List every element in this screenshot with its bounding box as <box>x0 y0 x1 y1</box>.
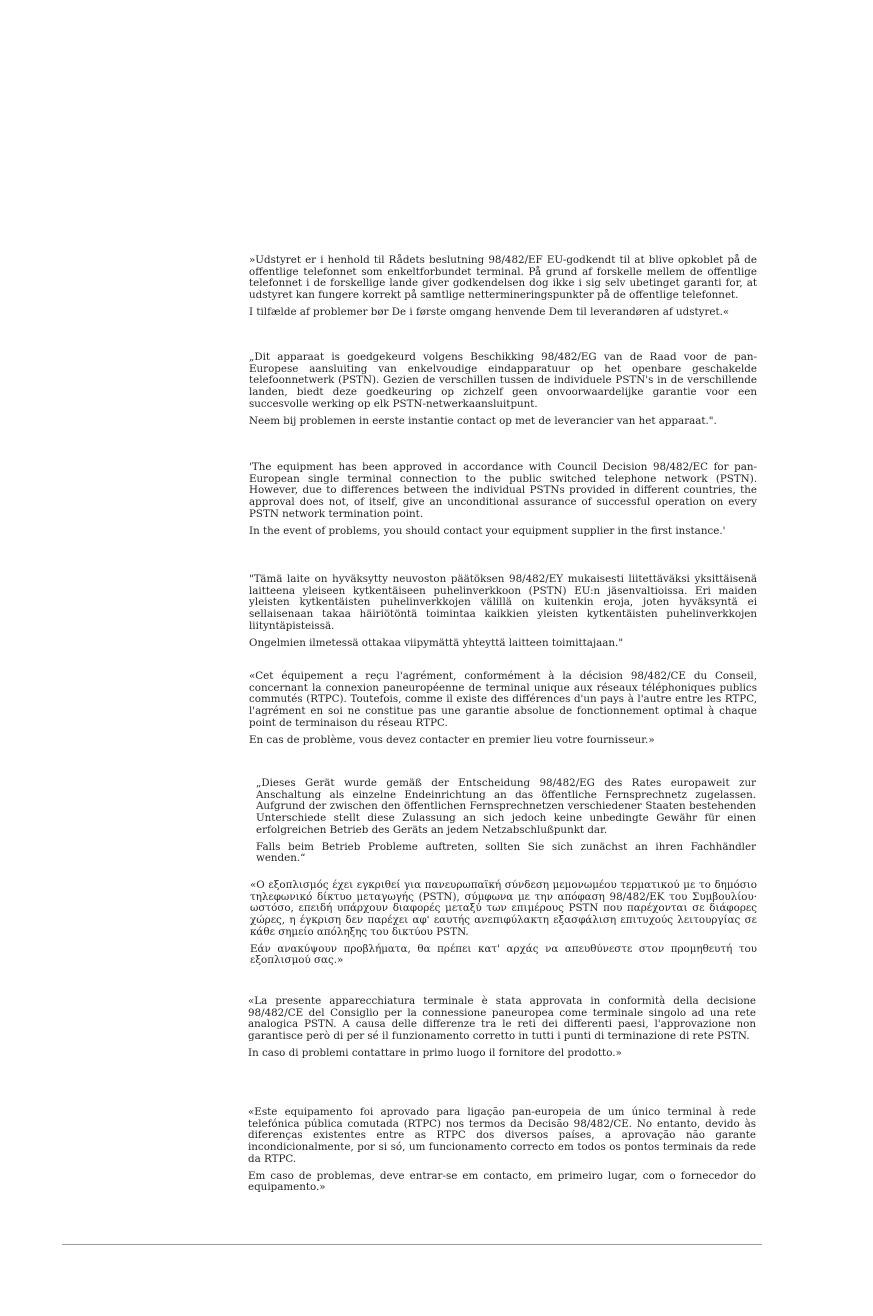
contact-text: Neem bij problemen in eerste instantie contact op met de leverancier van het apparaat.". <box>249 414 717 427</box>
contact-text: En cas de problème, vous devez contacter en premier lieu votre fournisseur.» <box>249 733 655 746</box>
approval-text: „Dit apparaat is goedgekeurd volgens Beschikking 98/482/EG van de Raad voor de pan-Europese aansluiting van enkelvoudige eindapparatuur op het openbare geschakelde telefoonnetwerk (PSTN). Gezien de verschillen tussen de individuele PSTN's in de verschillende landen, biedt deze goedkeuring op zichzelf geen onvoorwaardelijke garantie voor een succesvolle werking op elk PSTN-netwerkaansluitpunt. <box>249 351 757 410</box>
contact-text: Εάν ανακύψουν προβλήματα, θα πρέπει κατ' αρχάς να απευθύνεστε στον προμηθευτή του εξοπλισμού σας.» <box>250 942 757 967</box>
approval-text: «La presente apparecchiatura terminale è stata approvata in conformità della decisione 98/482/CE del Consiglio per la connessione paneuropea come terminale singolo ad una rete analogica PSTN. A causa delle differenze tra le reti dei differenti paesi, l'approvazione non garantisce però di per sé il funzionamento corretto in tutti i punti di terminazione di rete PSTN. <box>248 995 756 1043</box>
contact-text: In the event of problems, you should contact your equipment supplier in the first instance.' <box>249 524 726 537</box>
approval-text: "Tämä laite on hyväksytty neuvoston päätöksen 98/482/EY mukaisesti liitettäväksi yksittäisenä laitteena yleiseen kytkentäiseen puhelinverkkoon (PSTN) EU:n jäsenvaltioissa. Eri maiden yleisten kytkentäisten puhelinverkkojen välillä on kuitenkin eroja, joten hyväksyntä ei sellaisenaan takaa häiriötöntä toimintaa kaikkien yleisten kytkentäisten puhelinverkkojen liityntäpisteissä. <box>249 573 757 632</box>
contact-text: I tilfælde af problemer bør De i første omgang henvende Dem til leverandøren af udstyret.« <box>249 305 730 318</box>
statement-portuguese <box>248 1107 756 1194</box>
statement-finnish <box>249 574 757 649</box>
contact-text: Falls beim Betrieb Probleme auftreten, sollten Sie sich zunächst an ihren Fachhändler wenden.“ <box>256 840 756 865</box>
statement-danish <box>249 255 757 319</box>
contact-text: Em caso de problemas, deve entrar-se em contacto, em primeiro lugar, com o fornecedor do equipamento.» <box>248 1169 756 1194</box>
approval-text: 'The equipment has been approved in accordance with Council Decision 98/482/EC for pan-European single terminal connection to the public switched telephone network (PSTN). However, due to differences between the individual PSTNs provided in different countries, the approval does not, of itself, give an unconditional assurance of successful operation on every PSTN network termination point. <box>249 461 757 520</box>
statement-english <box>249 462 757 537</box>
approval-text: «Este equipamento foi aprovado para ligação pan-europeia de um único terminal à rede telefónica pública comutada (RTPC) nos termos da Decisão 98/482/CE. No entanto, devido às diferenças existentes entre as RTPC dos diversos países, a aprovação não garante incondicionalmente, por si só, um funcionamento correcto em todos os pontos terminais da rede da RTPC. <box>248 1106 756 1165</box>
approval-text: «Cet équipement a reçu l'agrément, conformément à la décision 98/482/CE du Conseil, concernant la connexion paneuropéenne de terminal unique aux réseaux téléphoniques publics commutés (RTPC). Toutefois, comme il existe des différences d'un pays à l'autre entre les RTPC, l'agrément en soi ne constitue pas une garantie absolue de fonctionnement optimal à chaque point de terminaison du réseau RTPC. <box>249 670 757 729</box>
approval-text: »Udstyret er i henhold til Rådets beslutning 98/482/EF EU-godkendt til at blive opkoblet på de offentlige telefonnet som enkeltforbundet terminal. På grund af forskelle mellem de offentlige telefonnet i de forskellige lande giver godkendelsen dog ikke i sig selv ubetinget garanti for, at udstyret kan fungere korrekt på samtlige nettermineringspunkter på de offentlige telefonnet. <box>249 254 757 302</box>
approval-text: „Dieses Gerät wurde gemäß der Entscheidung 98/482/EG des Rates europaweit zur Anschaltung als einzelne Endeinrichtung an das öffentliche Fernsprechnetz zugelassen. Aufgrund der zwischen den öffentlichen Fernsprechnetzen verschiedener Staaten bestehenden Unterschiede stellt diese Zulassung an sich jedoch keine unbedingte Gewähr für einen erfolgreichen Betrieb des Geräts an jedem Netzabschlußpunkt dar. <box>256 777 756 836</box>
statement-french <box>249 671 757 746</box>
contact-text: In caso di problemi contattare in primo luogo il fornitore del prodotto.» <box>248 1046 622 1059</box>
approval-text: «Ο εξοπλισμός έχει εγκριθεί για πανευρωπαϊκή σύνδεση μεμονωμέου τερματικού με το δημόσιο τηλεφωνικό δίκτυο μεταγωγής (PSTN), σύμφωνα με την απόφαση 98/482/ΕΚ του Συμβουλίου· ωστόσο, επειδή υπάρχουν διαφορές μεταξύ των επιμέρους PSTN που παρέχονται σε διάφορες χώρες, η έγκριση δεν παρέχει αφ' εαυτής ανεπιφύλακτη εξασφάλιση επιτυχούς λειτουργίας σε κάθε σημείο απόληξης του δικτύου PSTN. <box>250 879 757 938</box>
statement-german <box>256 778 756 865</box>
statement-greek <box>250 880 757 967</box>
footer-divider <box>62 1244 762 1245</box>
statement-dutch <box>249 352 757 427</box>
contact-text: Ongelmien ilmetessä ottakaa viipymättä yhteyttä laitteen toimittajaan." <box>249 636 624 649</box>
statement-italian <box>248 996 756 1060</box>
